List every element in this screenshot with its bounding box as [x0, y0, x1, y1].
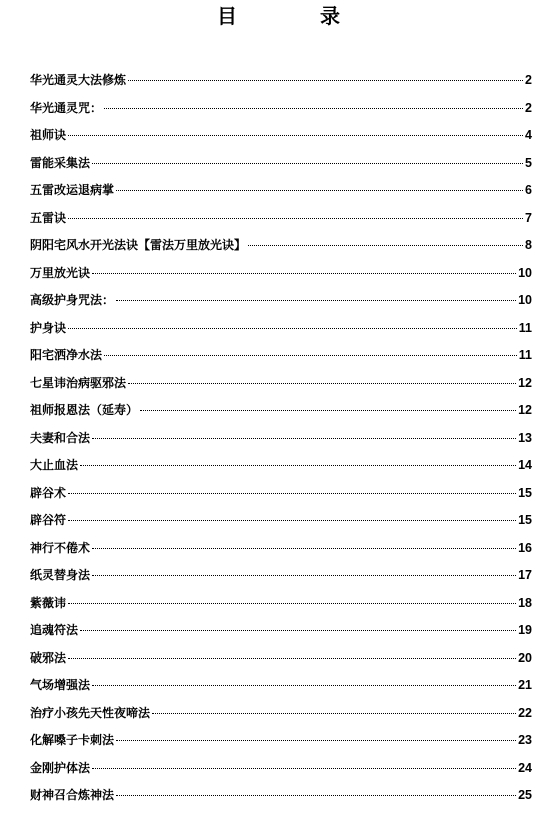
toc-entry[interactable] [30, 70, 532, 98]
toc-dot-leader [104, 355, 517, 356]
toc-dot-leader [68, 603, 516, 604]
toc-page-number: 22 [518, 705, 532, 720]
toc-entry-label: 华光通灵咒： [30, 100, 103, 115]
toc-dot-leader [116, 740, 516, 741]
toc-dot-leader [68, 520, 516, 521]
toc-dot-leader [68, 493, 516, 494]
toc-entry-label: 阴阳宅风水开光法诀【雷法万里放光诀】 [30, 238, 247, 252]
toc-entry[interactable] [30, 208, 532, 236]
toc-dot-leader [116, 795, 516, 796]
toc-dot-leader [248, 245, 523, 246]
toc-entry[interactable] [30, 730, 532, 758]
toc-dot-leader [92, 575, 516, 576]
toc-entry[interactable] [30, 593, 532, 621]
toc-entry[interactable] [30, 675, 532, 703]
toc-entry-label: 五雷改运退病掌 [30, 183, 115, 197]
toc-entry-label: 治疗小孩先天性夜啼法 [30, 705, 151, 720]
toc-page-number: 13 [518, 430, 532, 445]
toc-page-number: 2 [525, 73, 532, 87]
toc-entry[interactable] [30, 400, 532, 428]
toc-dot-leader [92, 685, 516, 686]
toc-dot-leader [104, 108, 523, 109]
toc-entry[interactable] [30, 620, 532, 648]
toc-page-number: 15 [518, 485, 532, 500]
toc-entry[interactable] [30, 153, 532, 181]
toc-page-number: 12 [518, 403, 532, 417]
toc-page-number: 5 [525, 155, 532, 170]
toc-entry[interactable] [30, 785, 532, 813]
toc-dot-leader [128, 383, 516, 384]
toc-page-number: 10 [518, 265, 532, 280]
toc-entry[interactable] [30, 263, 532, 291]
toc-dot-leader [92, 548, 516, 549]
toc-entry[interactable] [30, 180, 532, 208]
toc-entry[interactable] [30, 538, 532, 566]
toc-entry-label: 祖师诀 [30, 128, 67, 142]
toc-dot-leader [116, 190, 523, 191]
toc-entry-label: 华光通灵大法修炼 [30, 73, 127, 87]
toc-entry[interactable] [30, 125, 532, 153]
toc-entry-label: 夫妻和合法 [30, 430, 91, 445]
toc-page-number: 11 [518, 320, 532, 335]
toc-page-number: 15 [518, 513, 532, 527]
toc-page-number: 19 [518, 623, 532, 637]
toc-entry[interactable] [30, 648, 532, 676]
toc-page-number: 16 [518, 540, 532, 555]
toc-entry[interactable] [30, 235, 532, 263]
toc-entry-label: 七星讳治病驱邪法 [30, 375, 127, 390]
toc-entry[interactable] [30, 290, 532, 318]
toc-entry[interactable] [30, 565, 532, 593]
toc-entry-label: 金刚护体法 [30, 760, 91, 775]
toc-page-number: 12 [518, 375, 532, 390]
toc-page-number: 2 [525, 100, 532, 115]
toc-entry-label: 紫薇讳 [30, 595, 67, 610]
toc-dot-leader [68, 328, 517, 329]
toc-page-number: 23 [518, 733, 532, 747]
toc-entry[interactable] [30, 758, 532, 786]
toc-page-number: 11 [518, 348, 532, 362]
toc-entry-label: 大止血法 [30, 458, 79, 472]
toc-dot-leader [92, 438, 516, 439]
toc-page-number: 7 [525, 210, 532, 225]
toc-entry-label: 辟谷术 [30, 485, 67, 500]
toc-entry-label: 万里放光诀 [30, 265, 91, 280]
toc-entry-label: 追魂符法 [30, 623, 79, 637]
toc-entry-label: 阳宅洒净水法 [30, 348, 103, 362]
toc-entry[interactable] [30, 703, 532, 731]
toc-dot-leader [92, 768, 516, 769]
toc-entry[interactable] [30, 428, 532, 456]
toc-page-number: 20 [518, 650, 532, 665]
page-title: 目 录 [217, 4, 378, 28]
toc-entry[interactable] [30, 483, 532, 511]
toc-entry-label: 辟谷符 [30, 513, 67, 527]
toc-entry-label: 财神召合炼神法 [30, 788, 115, 802]
toc-page-number: 4 [525, 128, 532, 142]
toc-entry-label: 纸灵替身法 [30, 568, 91, 582]
toc-dot-leader [68, 658, 516, 659]
toc-entry[interactable] [30, 510, 532, 538]
toc-dot-leader [128, 80, 523, 81]
toc-dot-leader [152, 713, 516, 714]
toc-entry-label: 雷能采集法 [30, 155, 91, 170]
toc-entry[interactable] [30, 98, 532, 126]
toc-entry-label: 化解嗓子卡刺法 [30, 733, 115, 747]
toc-dot-leader [140, 410, 516, 411]
toc-entry-label: 五雷诀 [30, 210, 67, 225]
toc-page-number: 18 [518, 595, 532, 610]
toc-page-number: 14 [518, 458, 532, 472]
table-of-contents [30, 70, 532, 813]
toc-entry-label: 祖师报恩法（延寿） [30, 403, 139, 417]
toc-page-number: 24 [518, 760, 532, 775]
toc-entry-label: 护身诀 [30, 320, 67, 335]
toc-dot-leader [68, 135, 523, 136]
toc-page-number: 25 [518, 788, 532, 802]
toc-entry-label: 高级护身咒法： [30, 293, 115, 307]
toc-page-number: 10 [518, 293, 532, 307]
toc-entry[interactable] [30, 345, 532, 373]
toc-dot-leader [80, 630, 516, 631]
toc-entry[interactable] [30, 455, 532, 483]
toc-dot-leader [92, 163, 523, 164]
toc-dot-leader [68, 218, 523, 219]
toc-entry[interactable] [30, 373, 532, 401]
toc-dot-leader [92, 273, 516, 274]
toc-dot-leader [116, 300, 516, 301]
toc-entry-label: 气场增强法 [30, 678, 91, 692]
toc-entry[interactable] [30, 318, 532, 346]
toc-entry-label: 破邪法 [30, 650, 67, 665]
toc-dot-leader [80, 465, 516, 466]
toc-page-number: 21 [518, 678, 532, 692]
toc-page-number: 8 [525, 238, 532, 252]
toc-page-number: 6 [525, 183, 532, 197]
toc-entry-label: 神行不倦术 [30, 540, 91, 555]
toc-page-number: 17 [518, 568, 532, 582]
